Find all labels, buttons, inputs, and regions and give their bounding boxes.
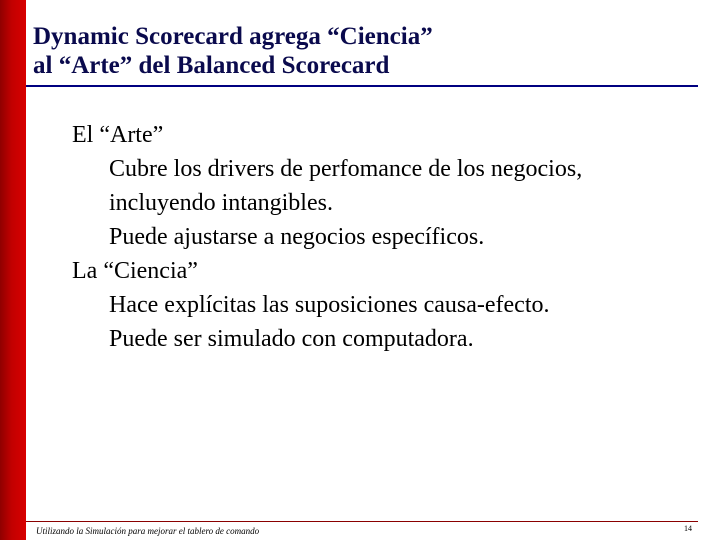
bullet-item: Hace explícitas las suposiciones causa-efecto. <box>109 292 550 318</box>
page-number: 14 <box>684 524 692 533</box>
section-heading-ciencia: La “Ciencia” <box>72 258 198 284</box>
bullet-item: Puede ajustarse a negocios específicos. <box>109 224 485 250</box>
left-accent-bar <box>0 0 26 540</box>
bullet-item: Puede ser simulado con computadora. <box>109 326 474 352</box>
slide-title <box>33 22 693 80</box>
section-heading-arte: El “Arte” <box>72 122 164 148</box>
footer-divider <box>26 521 698 522</box>
title-line-1: Dynamic Scorecard agrega “Ciencia” <box>33 23 433 50</box>
footer-text: Utilizando la Simulación para mejorar el tablero de comando <box>36 526 260 536</box>
bullet-item: Cubre los drivers de perfomance de los negocios, <box>109 156 583 182</box>
slide-body <box>72 118 692 356</box>
title-line-2: al “Arte” del Balanced Scorecard <box>33 52 390 79</box>
bullet-item: incluyendo intangibles. <box>109 190 333 216</box>
title-divider <box>26 85 698 87</box>
